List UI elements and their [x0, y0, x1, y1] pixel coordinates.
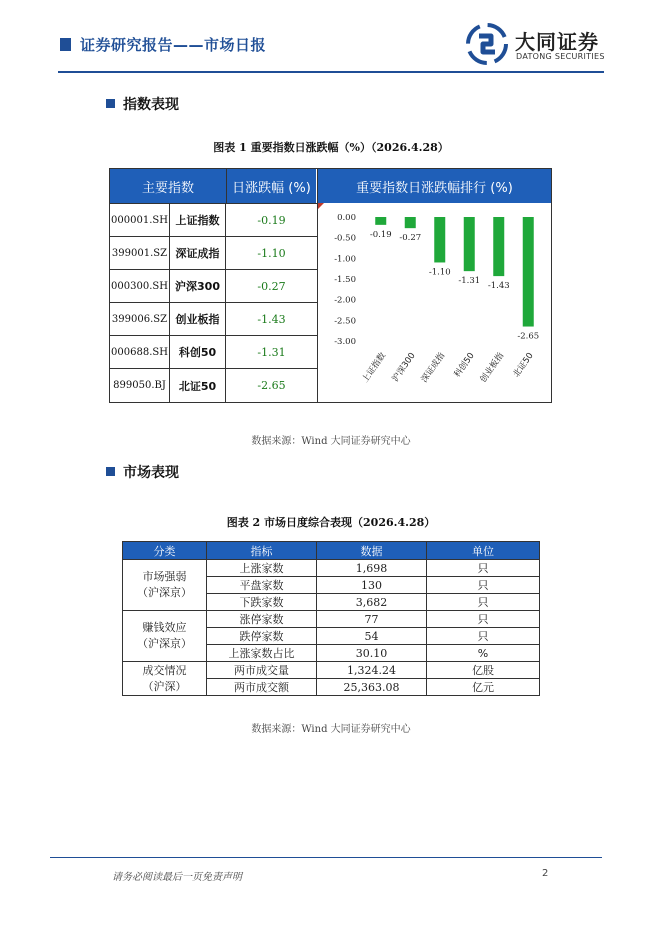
figure2-source: 数据来源：Wind 大同证券研究中心 — [251, 724, 411, 735]
unit-cell: % — [427, 645, 540, 662]
index-change: -2.65 — [257, 379, 286, 392]
chart-bar — [405, 217, 416, 228]
category-cell — [123, 611, 207, 662]
logo-mark-icon — [465, 22, 509, 66]
index-change-bar-chart — [318, 203, 551, 402]
index-change: -1.10 — [257, 246, 286, 260]
index-name: 科创50 — [170, 336, 226, 368]
value-cell: 77 — [317, 611, 427, 628]
index-code: 899050.BJ — [110, 369, 170, 402]
table-divider — [226, 169, 227, 203]
metric-cell: 平盘家数 — [207, 577, 317, 594]
value-cell: 1,698 — [317, 560, 427, 577]
table-row — [110, 203, 317, 236]
category-line: （沪深京） — [137, 586, 192, 599]
index-code: 000300.SH — [110, 270, 170, 302]
index-code: 000001.SH — [110, 204, 170, 236]
section-square-icon — [106, 467, 115, 476]
bar-value-label: -0.19 — [369, 229, 392, 240]
x-tick-label: 创业板指 — [478, 350, 507, 385]
index-change: -0.27 — [257, 279, 286, 293]
chart-bar — [523, 217, 534, 327]
category-line: 赚钱效应 — [142, 621, 187, 634]
index-change: -1.31 — [257, 345, 286, 359]
chart-bar — [493, 217, 504, 276]
category-cell — [123, 662, 207, 696]
figure1-source: 数据来源：Wind 大同证券研究中心 — [251, 436, 411, 447]
table-row — [110, 269, 317, 302]
header-divider — [58, 71, 604, 73]
table-row — [123, 611, 540, 628]
page-number: 2 — [542, 868, 549, 879]
figure2-caption: 图表 2 市场日度综合表现（2026.4.28） — [226, 516, 436, 529]
chart-bar — [464, 217, 475, 271]
index-code: 000688.SH — [110, 336, 170, 368]
y-tick-label: 0.00 — [337, 213, 356, 223]
chart-bar — [375, 217, 386, 225]
section-heading-index — [106, 94, 179, 114]
index-name: 上证指数 — [170, 204, 226, 236]
table-row — [110, 335, 317, 368]
section-square-icon — [106, 99, 115, 108]
metric-cell: 上涨家数 — [207, 560, 317, 577]
x-tick-label: 深证成指 — [419, 350, 448, 385]
x-tick-label: 沪深300 — [390, 350, 418, 384]
unit-cell: 亿股 — [427, 662, 540, 679]
logo-english-name: DATONG SECURITIES — [516, 52, 605, 61]
metric-cell: 下跌家数 — [207, 594, 317, 611]
chart-bar — [434, 217, 445, 262]
cell-corner-marker — [318, 203, 324, 209]
table-row — [110, 302, 317, 335]
metric-cell: 两市成交额 — [207, 679, 317, 696]
header-square-marker — [60, 38, 71, 51]
y-tick-label: -1.50 — [334, 275, 356, 285]
index-code: 399006.SZ — [110, 303, 170, 335]
index-change: -1.43 — [257, 312, 286, 326]
y-tick-label: -3.00 — [334, 337, 356, 347]
value-cell: 54 — [317, 628, 427, 645]
y-tick-label: -2.00 — [334, 295, 356, 306]
index-name: 深证成指 — [170, 237, 226, 269]
head-index: 主要指数 — [110, 169, 226, 203]
index-table — [109, 168, 552, 403]
bar-value-label: -1.31 — [458, 276, 481, 287]
x-tick-label: 北证50 — [511, 350, 536, 380]
table-row — [110, 368, 317, 402]
category-line: 成交情况 — [142, 663, 187, 677]
index-name: 沪深300 — [170, 270, 226, 302]
company-logo — [465, 22, 615, 68]
report-title: 证券研究报告——市场日报 — [80, 36, 267, 54]
footer-divider — [50, 857, 602, 858]
unit-cell: 只 — [427, 560, 540, 577]
metric-cell: 涨停家数 — [207, 611, 317, 628]
unit-cell: 只 — [427, 594, 540, 611]
value-cell: 130 — [317, 577, 427, 594]
value-cell: 1,324.24 — [317, 662, 427, 679]
bar-value-label: -1.43 — [487, 281, 510, 292]
head-chart: 重要指数日涨跌幅排行 (%) — [318, 169, 551, 203]
unit-cell: 只 — [427, 577, 540, 594]
table-header-row — [123, 542, 540, 560]
x-tick-label: 上证指数 — [360, 350, 389, 385]
category-line: 市场强弱 — [142, 570, 187, 583]
metric-cell: 跌停家数 — [207, 628, 317, 645]
bar-value-label: -0.27 — [399, 233, 422, 244]
header-metric: 指标 — [207, 542, 317, 560]
index-name: 北证50 — [170, 369, 226, 402]
table-row — [123, 662, 540, 679]
bar-value-label: -1.10 — [428, 267, 451, 278]
value-cell: 25,363.08 — [317, 679, 427, 696]
category-line: （沪深） — [142, 679, 187, 693]
category-line: （沪深京） — [137, 637, 192, 650]
market-summary-table — [122, 541, 540, 696]
disclaimer-note: 请务必阅读最后一页免责声明 — [112, 872, 242, 883]
section-heading-text: 指数表现 — [123, 97, 179, 113]
y-tick-label: -1.00 — [334, 254, 356, 265]
figure1-caption: 图表 1 重要指数日涨跌幅（%）（2026.4.28） — [213, 141, 449, 154]
section-heading-text: 市场表现 — [123, 465, 179, 481]
unit-cell: 亿元 — [427, 679, 540, 696]
section-heading-market — [106, 462, 179, 482]
index-name: 创业板指 — [170, 303, 226, 335]
table-row — [110, 236, 317, 269]
unit-cell: 只 — [427, 628, 540, 645]
metric-cell: 两市成交量 — [207, 662, 317, 679]
y-tick-label: -2.50 — [334, 316, 356, 327]
header-value: 数据 — [317, 542, 427, 560]
logo-chinese-name: 大同证券 — [515, 30, 599, 54]
x-tick-label: 科创50 — [452, 350, 477, 380]
category-cell — [123, 560, 207, 611]
table-row — [123, 560, 540, 577]
y-tick-label: -0.50 — [334, 233, 356, 244]
bar-value-label: -2.65 — [517, 331, 540, 342]
unit-cell: 只 — [427, 611, 540, 628]
header-unit: 单位 — [427, 542, 540, 560]
metric-cell: 上涨家数占比 — [207, 645, 317, 662]
index-code: 399001.SZ — [110, 237, 170, 269]
value-cell: 30.10 — [317, 645, 427, 662]
head-change: 日涨跌幅 (%) — [227, 169, 316, 203]
index-change: -0.19 — [257, 213, 286, 227]
header-category: 分类 — [123, 542, 207, 560]
value-cell: 3,682 — [317, 594, 427, 611]
